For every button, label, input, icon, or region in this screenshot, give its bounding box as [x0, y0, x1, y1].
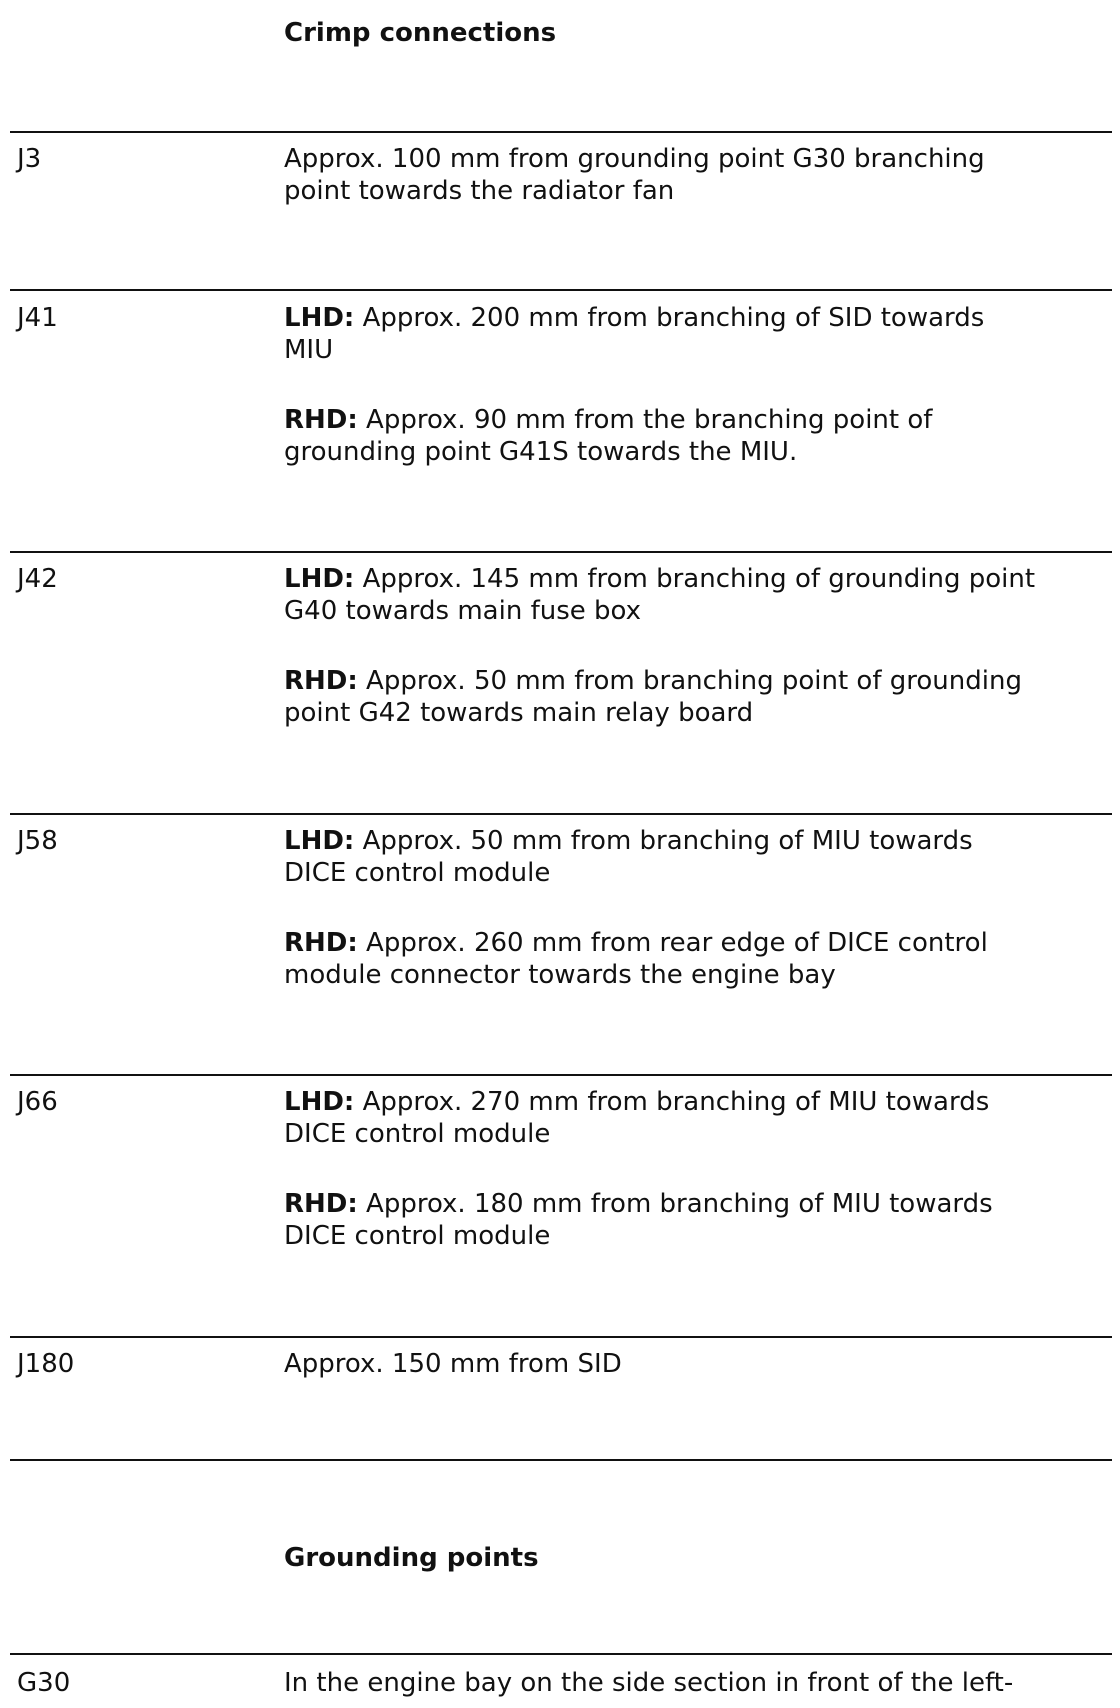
paragraph-text: Approx. 260 mm from rear edge of DICE control module connector towards the engine bay: [284, 928, 988, 990]
description-paragraph: [284, 563, 1110, 627]
paragraph-label: LHD:: [284, 1087, 355, 1117]
section-title-crimp-connections: Crimp connections: [284, 18, 557, 48]
description-paragraph: [284, 404, 1110, 468]
paragraph-text: Approx. 50 mm from branching of MIU towards DICE control module: [284, 826, 973, 888]
connection-description: [284, 563, 1110, 729]
description-paragraph: [284, 927, 1110, 991]
description-paragraph: [284, 1348, 1110, 1380]
connection-code: J66: [17, 1087, 58, 1117]
description-paragraph: [284, 1188, 1110, 1252]
paragraph-text: Approx. 100 mm from grounding point G30 branching point towards the radiator fan: [284, 144, 985, 206]
paragraph-label: RHD:: [284, 405, 358, 435]
paragraph-text: Approx. 200 mm from branching of SID towards MIU: [284, 303, 985, 365]
table-rule: [10, 289, 1112, 291]
description-paragraph: [284, 302, 1110, 366]
connection-code: J3: [17, 144, 42, 174]
paragraph-label: LHD:: [284, 303, 355, 333]
description-paragraph: [284, 665, 1110, 729]
paragraph-label: RHD:: [284, 666, 358, 696]
section-title-grounding-points: Grounding points: [284, 1543, 539, 1573]
connection-code: J58: [17, 826, 58, 856]
table-rule: [10, 1336, 1112, 1338]
description-paragraph: [284, 825, 1110, 889]
grounding-point-code: G30: [17, 1668, 71, 1698]
description-paragraph: [284, 143, 1110, 207]
table-rule: [10, 1459, 1112, 1461]
connection-description: [284, 302, 1110, 468]
connection-description: [284, 143, 1110, 207]
grounding-point-description: [284, 1667, 1110, 1699]
connection-code: J180: [17, 1349, 75, 1379]
connection-description: [284, 825, 1110, 991]
connection-code: J42: [17, 564, 58, 594]
connection-description: [284, 1086, 1110, 1252]
description-paragraph: [284, 1667, 1110, 1699]
paragraph-label: RHD:: [284, 928, 358, 958]
paragraph-text: Approx. 145 mm from branching of grounding point G40 towards main fuse box: [284, 564, 1036, 626]
description-paragraph: [284, 1086, 1110, 1150]
table-rule: [10, 1653, 1112, 1655]
paragraph-label: LHD:: [284, 826, 355, 856]
paragraph-text: In the engine bay on the side section in front of the left-: [284, 1668, 1014, 1698]
paragraph-text: Approx. 150 mm from SID: [284, 1349, 622, 1379]
paragraph-label: LHD:: [284, 564, 355, 594]
table-rule: [10, 551, 1112, 553]
connection-code: J41: [17, 303, 58, 333]
connection-description: [284, 1348, 1110, 1380]
table-rule: [10, 813, 1112, 815]
table-rule: [10, 131, 1112, 133]
paragraph-label: RHD:: [284, 1189, 358, 1219]
paragraph-text: Approx. 50 mm from branching point of grounding point G42 towards main relay board: [284, 666, 1022, 728]
paragraph-text: Approx. 90 mm from the branching point of grounding point G41S towards the MIU.: [284, 405, 933, 467]
paragraph-text: Approx. 180 mm from branching of MIU towards DICE control module: [284, 1189, 993, 1251]
paragraph-text: Approx. 270 mm from branching of MIU towards DICE control module: [284, 1087, 990, 1149]
table-rule: [10, 1074, 1112, 1076]
